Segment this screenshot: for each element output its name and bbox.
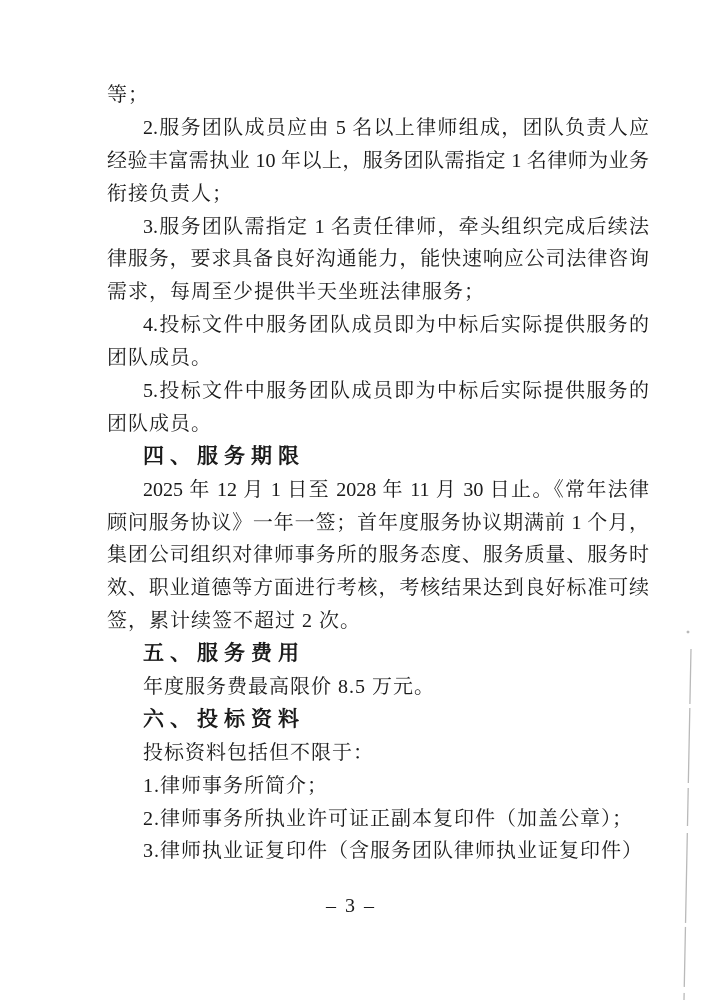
scan-artifact-line <box>684 649 691 1000</box>
text-line: 3.律师执业证复印件（含服务团队律师执业证复印件） <box>143 840 643 863</box>
text-line: 3.服务团队需指定 1 名责任律师，牵头组织完成后续法 <box>143 215 649 238</box>
text-line: 集团公司组织对律师事务所的服务态度、服务质量、服务时 <box>107 544 649 567</box>
text-line: 衔接负责人； <box>107 182 233 205</box>
text-line: 等； <box>107 84 149 106</box>
text-line: 顾问服务协议》一年一签；首年度服务协议期满前 1 个月， <box>107 511 649 534</box>
text-line: 5.投标文件中服务团队成员即为中标后实际提供服务的 <box>143 380 649 403</box>
document-body <box>107 79 649 868</box>
text-line: 效、职业道德等方面进行考核，考核结果达到良好标准可续 <box>107 577 649 600</box>
text-line: 2.服务团队成员应由 5 名以上律师组成，团队负责人应 <box>143 116 649 139</box>
section-heading: 五、服务费用 <box>143 642 305 666</box>
text-line: 4.投标文件中服务团队成员即为中标后实际提供服务的 <box>143 314 649 337</box>
text-line: 团队成员。 <box>107 412 212 435</box>
scan-speck <box>687 631 690 634</box>
text-line: 团队成员。 <box>107 347 212 370</box>
text-line: 1.律师事务所简介； <box>143 774 328 797</box>
text-line: 律服务，要求具备良好沟通能力，能快速响应公司法律咨询 <box>107 248 649 271</box>
section-heading: 四、服务期限 <box>143 444 305 468</box>
text-line: 需求，每周至少提供半天坐班法律服务； <box>107 281 485 304</box>
text-line: 2025 年 12 月 1 日至 2028 年 11 月 30 日止。《常年法律 <box>143 478 649 501</box>
text-line: 经验丰富需执业 10 年以上，服务团队需指定 1 名律师为业务 <box>107 149 649 172</box>
text-line: 投标资料包括但不限于： <box>143 741 374 764</box>
text-line: 2.律师事务所执业许可证正副本复印件（加盖公章）； <box>143 807 633 830</box>
text-line: 签，累计续签不超过 2 次。 <box>107 610 361 633</box>
page-number: – 3 – <box>326 895 376 917</box>
section-heading: 六、投标资料 <box>143 707 305 731</box>
text-line: 年度服务费最高限价 8.5 万元。 <box>143 676 435 699</box>
